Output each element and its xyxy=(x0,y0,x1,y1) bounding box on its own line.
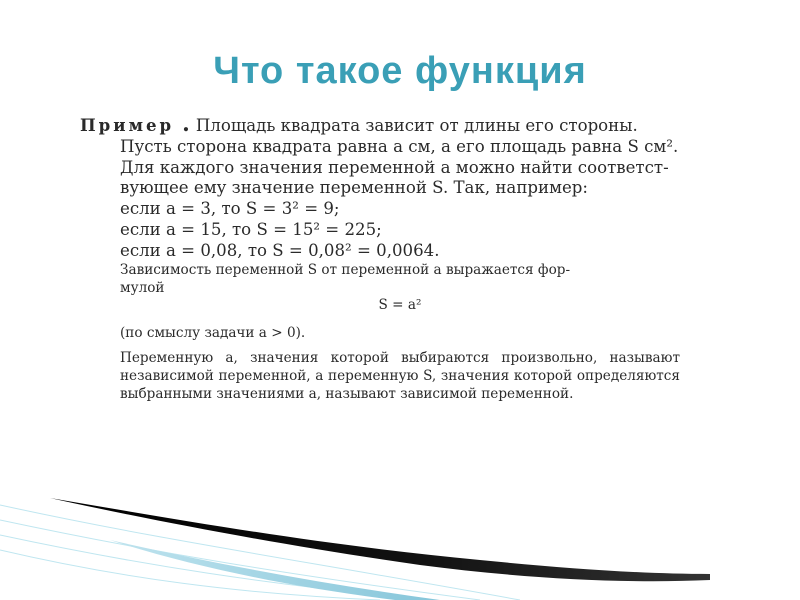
formula: S = a² xyxy=(378,297,422,314)
example-label: Пример xyxy=(80,115,175,135)
definition-intro-cont: мулой xyxy=(120,279,165,296)
condition: (по смыслу задачи a > 0). xyxy=(120,324,306,341)
slide-title: Что такое функция xyxy=(213,50,587,92)
example-line-2: Пусть сторона квадрата равна a см, а его площадь равна S см². xyxy=(120,136,679,156)
swoosh-black xyxy=(50,498,710,581)
example-line-3: Для каждого значения переменной a можно найти соответст- xyxy=(120,157,669,177)
example-line-6: если a = 15, то S = 15² = 225; xyxy=(120,219,382,239)
definition-intro: Зависимость переменной S от переменной a выражается фор- xyxy=(120,262,571,278)
example-line-4: вующее ему значение переменной S. Так, например: xyxy=(120,178,589,198)
example-line-1: Площадь квадрата зависит от длины его стороны. xyxy=(195,116,638,135)
swoosh-blue xyxy=(110,540,440,600)
swoosh-lines xyxy=(0,505,520,600)
example-dot: . xyxy=(182,111,190,137)
example-line-7: если a = 0,08, то S = 0,08² = 0,0064. xyxy=(120,240,440,260)
example-line-5: если a = 3, то S = 3² = 9; xyxy=(120,199,340,219)
definition-paragraph: Переменную a, значения которой выбираются произвольно, называют независимой переменной, а переменную S, значения которой определяются выбранными значениями a, называют зависимой переменной. xyxy=(120,350,680,402)
